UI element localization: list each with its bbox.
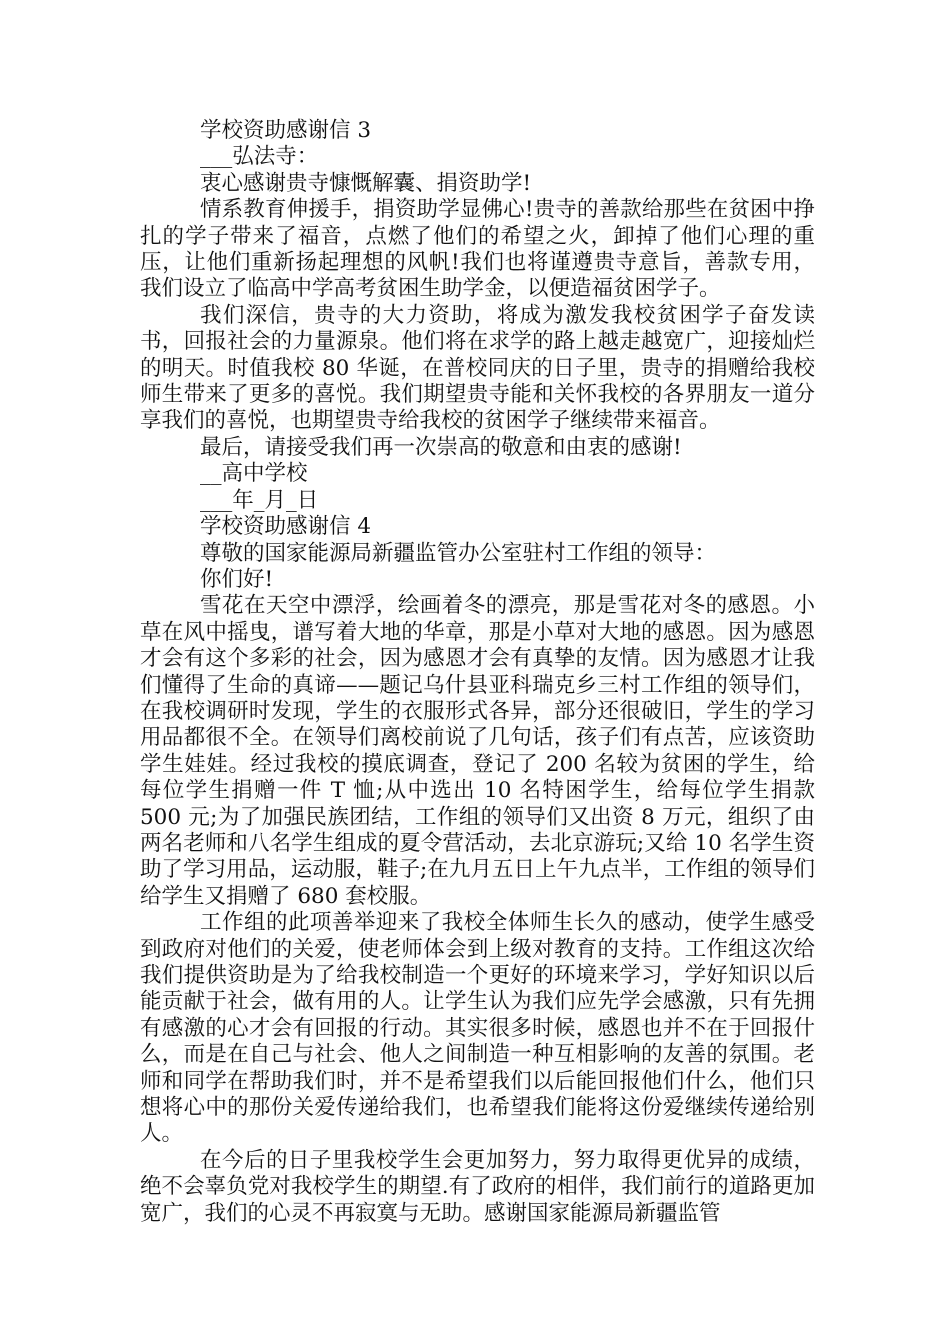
letter3-thanks-line: 衷心感谢贵寺慷慨解囊、捐资助学! [200, 170, 532, 196]
letter3-recipient: ___弘法寺： [200, 144, 319, 170]
letter3-date: ___年_月_日 [200, 487, 319, 513]
letter4-greeting: 你们好! [200, 566, 274, 592]
letter3-closing: 最后，请接受我们再一次崇高的敬意和由衷的感谢! [200, 434, 682, 460]
document-page [140, 118, 815, 1227]
letter4-paragraph-3: 在今后的日子里我校学生会更加努力，努力取得更优异的成绩，绝不会辜负党对我校学生的期望.有了政府的相伴，我们前行的道路更加宽广，我们的心灵不再寂寞与无助。感谢国家能源局新疆监管 [140, 1147, 815, 1226]
letter3-paragraph-2: 我们深信，贵寺的大力资助，将成为激发我校贫困学子奋发读书，回报社会的力量源泉。他们将在求学的路上越走越宽广，迎接灿烂的明天。时值我校 80 华诞，在普校同庆的日子里，贵寺的捐赠给我校师生带来了更多的喜悦。我们期望贵寺能和关怀我校的各界朋友一道分享我们的喜悦，也期望贵寺给我校的贫困学子继续带来福音。 [140, 302, 815, 434]
letter4-paragraph-1: 雪花在天空中漂浮，绘画着冬的漂亮，那是雪花对冬的感恩。小草在风中摇曳，谱写着大地的华章，那是小草对大地的感恩。因为感恩才会有这个多彩的社会，因为感恩才会有真挚的友情。因为感恩才让我们懂得了生命的真谛——题记乌什县亚科瑞克乡三村工作组的领导们，在我校调研时发现，学生的衣服形式各异，部分还很破旧，学生的学习用品都很不全。在领导们离校前说了几句话，孩子们有点苦，应该资助学生娃娃。经过我校的摸底调查，登记了 200 名较为贫困的学生，给每位学生捐赠一件 T 恤;从中选出 10 名特困学生，给每位学生捐款 500 元;为了加强民族团结，工作组的领导们又出资 8 万元，组织了由两名老师和八名学生组成的夏令营活动，去北京游玩;又给 10 名学生资助了学习用品，运动服，鞋子;在九月五日上午九点半，工作组的领导们给学生又捐赠了 680 套校服。 [140, 593, 815, 909]
letter3-title: 学校资助感谢信 3 [200, 118, 372, 143]
letter4-paragraph-2: 工作组的此项善举迎来了我校全体师生长久的感动，使学生感受到政府对他们的关爱，使老师体会到上级对教育的支持。工作组这次给我们提供资助是为了给我校制造一个更好的环境来学习，学好知识以后能贡献于社会，做有用的人。让学生认为我们应先学会感激，只有先拥有感激的心才会有回报的行动。其实很多时候，感恩也并不在于回报什么，而是在自己与社会、他人之间制造一种互相影响的友善的氛围。老师和同学在帮助我们时，并不是希望我们以后能回报他们什么，他们只想将心中的那份关爱传递给我们，也希望我们能将这份爱继续传递给别人。 [140, 910, 815, 1147]
letter3-signature: __高中学校 [200, 461, 308, 487]
letter3-paragraph-1: 情系教育伸援手，捐资助学显佛心!贵寺的善款给那些在贫困中挣扎的学子带来了福音，点燃了他们的希望之火，卸掉了他们心理的重压，让他们重新扬起理想的风帆!我们也将谨遵贵寺意旨，善款专用，我们设立了临高中学高考贫困生助学金，以便造福贫困学子。 [140, 197, 815, 302]
letter4-recipient: 尊敬的国家能源局新疆监管办公室驻村工作组的领导： [200, 540, 717, 566]
letter4-title: 学校资助感谢信 4 [200, 514, 372, 540]
